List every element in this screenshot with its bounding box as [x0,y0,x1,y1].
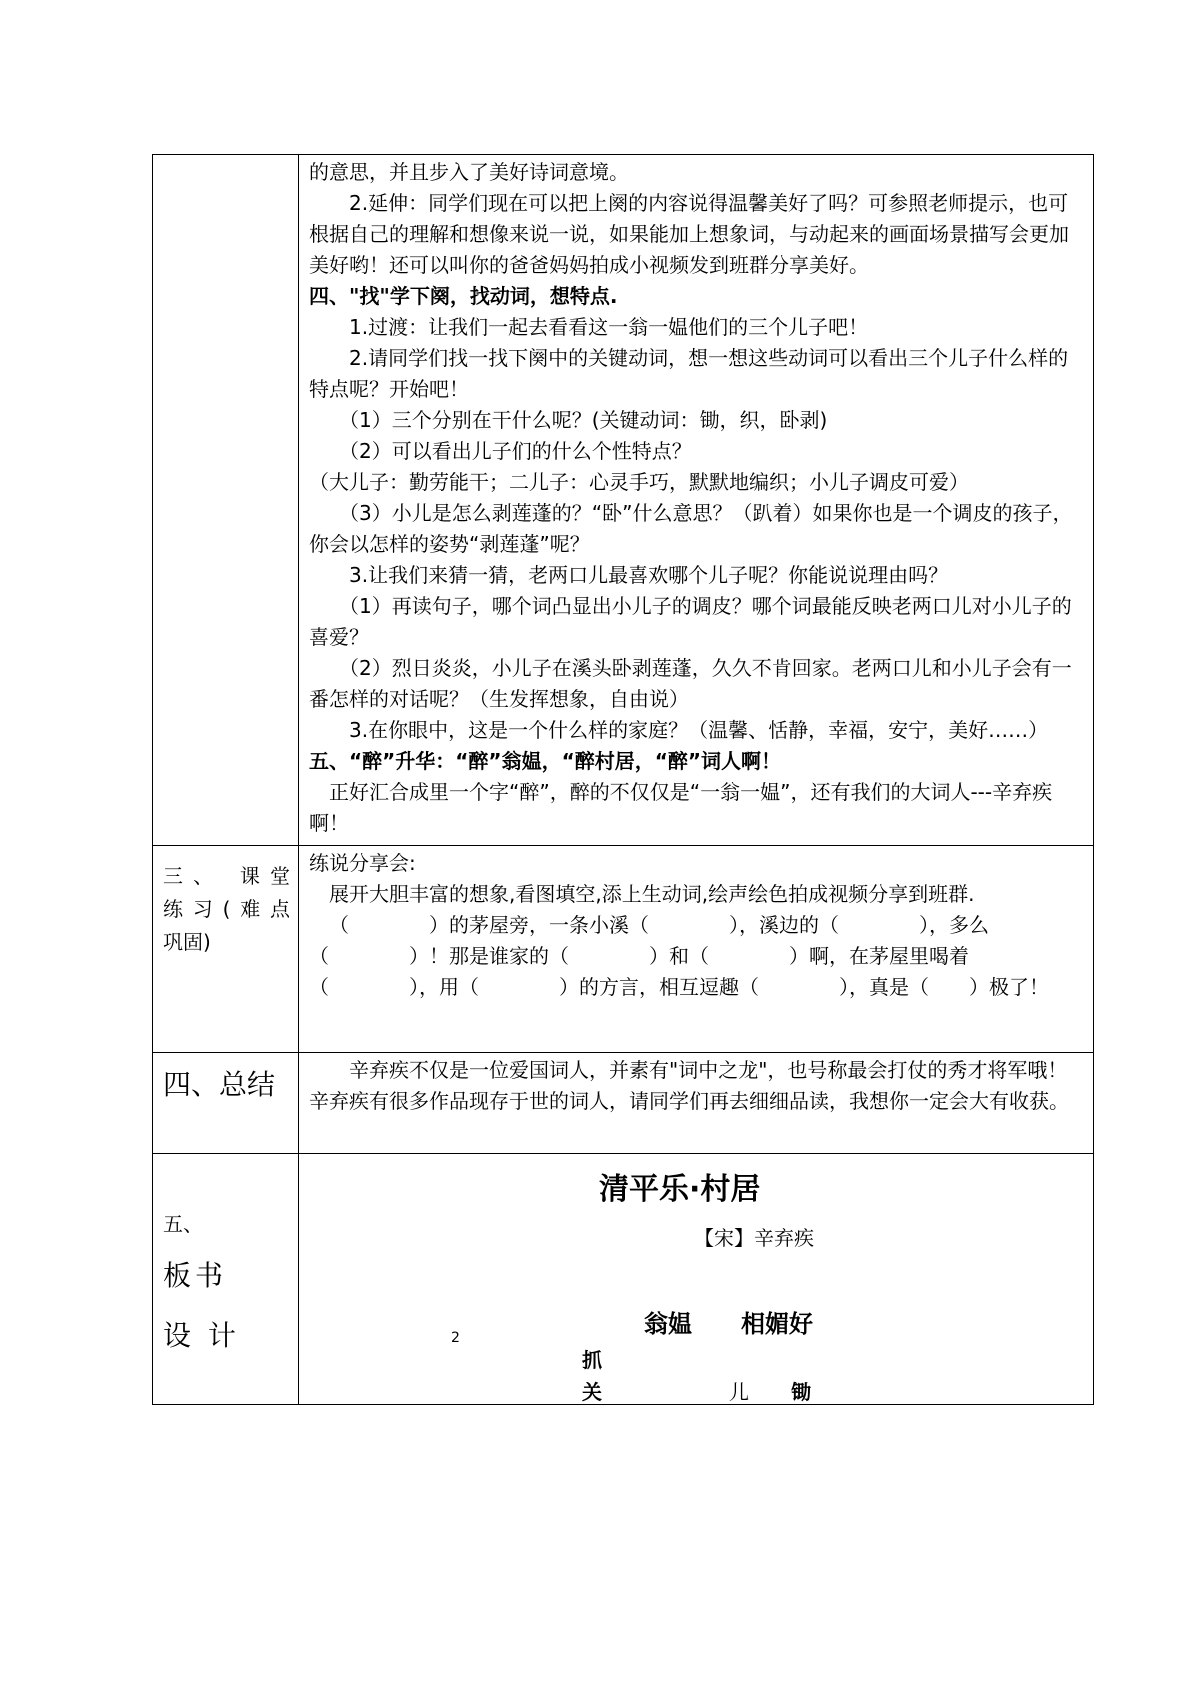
row-label: 三、 课堂 [163,864,290,888]
board-keyword: 抓 [582,1348,602,1372]
paragraph: （2）烈日炎炎，小儿子在溪头卧剥莲蓬，久久不肯回家。老两口儿和小儿子会有一番怎样的对话呢？（生发挥想象，自由说） [309,656,1072,711]
table-row [153,846,1094,1053]
label-cell [153,1053,299,1154]
content-cell [299,155,1094,846]
paragraph: （大儿子：勤劳能干；二儿子：心灵手巧，默默地编织；小儿子调皮可爱） [309,470,969,494]
board-keyword: 儿 [729,1380,749,1404]
label-cell [153,1154,299,1405]
paragraph: 2.请同学们找一找下阕中的关键动词，想一想这些动词可以看出三个儿子什么样的特点呢？开始吧！ [309,346,1069,401]
table-row [153,155,1094,846]
row-label: 练习(难点 [163,897,290,921]
section-heading: 四、"找"学下阕，找动词，想特点. [309,284,618,308]
board-keyword: 关 [582,1380,602,1404]
paragraph: （2）可以看出儿子们的什么个性特点？ [339,439,692,463]
empty-label-cell [153,155,299,846]
table-row [153,1053,1094,1154]
board-keyword: 锄 [791,1380,811,1404]
row-label: 五、 [163,1212,203,1236]
poem-title: 清平乐·村居 [599,1172,761,1207]
poem-author: 【宋】辛弃疾 [694,1226,814,1250]
paragraph: （3）小儿是怎么剥莲蓬的？“卧”什么意思？（趴着）如果你也是一个调皮的孩子，你会以怎样的姿势“剥莲蓬”呢？ [309,501,1073,556]
paragraph: 的意思，并且步入了美好诗词意境。 [309,160,629,184]
board-design-cell [299,1154,1094,1405]
board-keyword: 相媚好 [741,1310,813,1338]
row-label: 巩固) [163,930,211,954]
row-label: 四、总结 [163,1068,276,1101]
board-keyword: 翁媪 [644,1310,692,1338]
paragraph: 展开大胆丰富的想象,看图填空,添上生动词,绘声绘色拍成视频分享到班群. [329,882,975,906]
paragraph: （1）再读句子，哪个词凸显出小儿子的调皮？哪个词最能反映老两口儿对小儿子的喜爱？ [309,594,1072,649]
paragraph: 正好汇合成里一个字“醉”，醉的不仅仅是“一翁一媪”，还有我们的大词人---辛弃疾啊！ [309,780,1053,835]
paragraph: 1.过渡：让我们一起去看看这一翁一媪他们的三个儿子吧！ [349,315,869,339]
paragraph: 辛弃疾不仅是一位爱国词人，并素有"词中之龙"，也号称最会打仗的秀才将军哦！辛弃疾有很多作品现存于世的词人，请同学们再去细细品读，我想你一定会大有收获。 [309,1058,1069,1113]
row-label: 设 计 [163,1319,240,1352]
page-number: 2 [451,1330,460,1346]
content-cell [299,1053,1094,1154]
lesson-plan-table [152,154,1094,1405]
fill-in-blank-text: （ ）的茅屋旁，一条小溪（ ），溪边的（ ），多么（ ）！那是谁家的（ ）和（ ）啊，在茅屋里喝着（ ），用（ ）的方言，相互逗趣（ ），真是（ ）极了！ [309,913,1049,999]
row-label: 板书 [163,1259,228,1292]
paragraph: （1）三个分别在干什么呢？(关键动词：锄，织，卧剥) [339,408,828,432]
label-cell [153,846,299,1053]
paragraph: 3.让我们来猜一猜，老两口儿最喜欢哪个儿子呢？你能说说理由吗？ [349,563,949,587]
section-heading: 五、“醉”升华：“醉”翁媪，“醉村居，“醉”词人啊！ [309,749,782,773]
paragraph: 2.延伸：同学们现在可以把上阕的内容说得温馨美好了吗？可参照老师提示，也可根据自己的理解和想像来说一说，如果能加上想象词，与动起来的画面场景描写会更加美好哟！还可以叫你的爸爸妈妈拍成小视频发到班群分享美好。 [309,191,1069,277]
table-row [153,1154,1094,1405]
content-cell [299,846,1094,1053]
paragraph: 练说分享会: [309,851,416,875]
paragraph: 3.在你眼中，这是一个什么样的家庭？（温馨、恬静，幸福，安宁，美好……） [349,718,1049,742]
